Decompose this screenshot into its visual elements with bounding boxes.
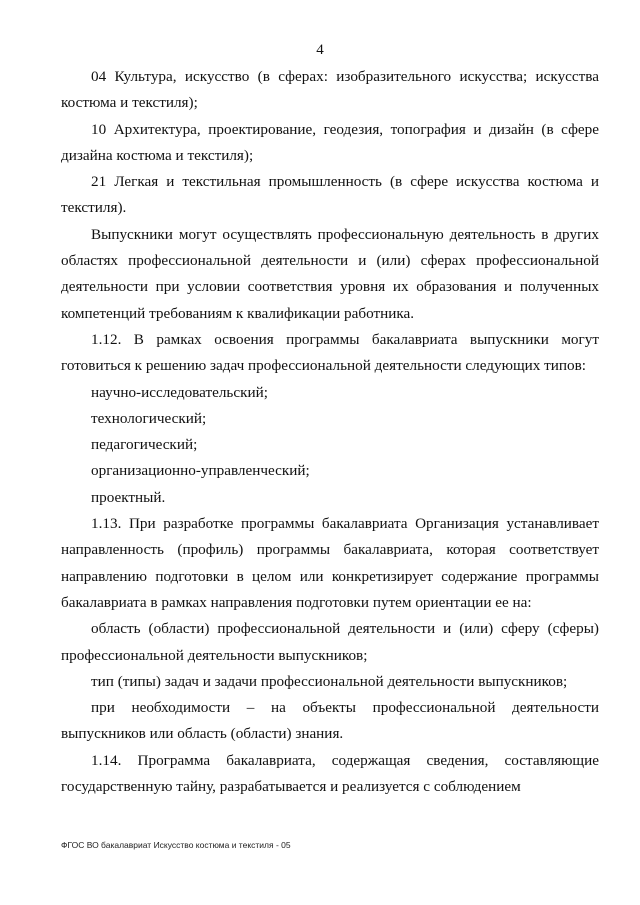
list-item-project: проектный. [91,488,166,506]
paragraph-1-12: 1.12. В рамках освоения программы бакалавриата выпускники могут готовиться к решению задач профессиональной деятельности следующих типов: [61,330,599,375]
paragraph-field-21: 21 Легкая и текстильная промышленность (в сфере искусства костюма и текстиля). [61,173,599,217]
paragraph-field-10: 10 Архитектура, проектирование, геодезия, топография и дизайн (в сфере дизайна костюма и текстиля); [61,120,599,164]
paragraph-graduates-other-areas: Выпускники могут осуществлять профессиональную деятельность в других областях профессиональной деятельности и (или) сферах профессиональной деятельности при условии соответствия уровня их образования и полученных компетенций требованиям к квалификации работника. [61,225,599,322]
document-body [61,64,599,800]
list-item-organizational: организационно-управленческий; [91,462,310,480]
paragraph-1-14: 1.14. Программа бакалавриата, содержащая сведения, составляющие государственную тайну, разрабатывается и реализуется с соблюдением [61,751,599,796]
paragraph-orientation-objects: при необходимости – на объекты профессиональной деятельности выпускников или область (области) знания. [61,699,599,743]
paragraph-orientation-area: область (области) профессиональной деятельности и (или) сферу (сферы) профессиональной деятельности выпускников; [61,620,599,664]
page-footer: ФГОС ВО бакалавриат Искусство костюма и текстиля - 05 [61,840,291,850]
paragraph-1-13: 1.13. При разработке программы бакалавриата Организация устанавливает направленность (профиль) программы бакалавриата, которая соответствует направлению подготовки в целом или конкретизирует содержание программы бакалавриата в рамках направления подготовки путем ориентации ее на: [61,515,599,611]
list-item-technological: технологический; [91,409,207,427]
page-number: 4 [316,42,324,58]
list-item-research: научно-исследовательский; [91,383,268,401]
paragraph-orientation-tasks: тип (типы) задач и задачи профессиональной деятельности выпускников; [91,672,568,690]
list-item-pedagogical: педагогический; [91,436,198,454]
paragraph-field-04: 04 Культура, искусство (в сферах: изобразительного искусства; искусства костюма и текстиля); [61,68,599,112]
